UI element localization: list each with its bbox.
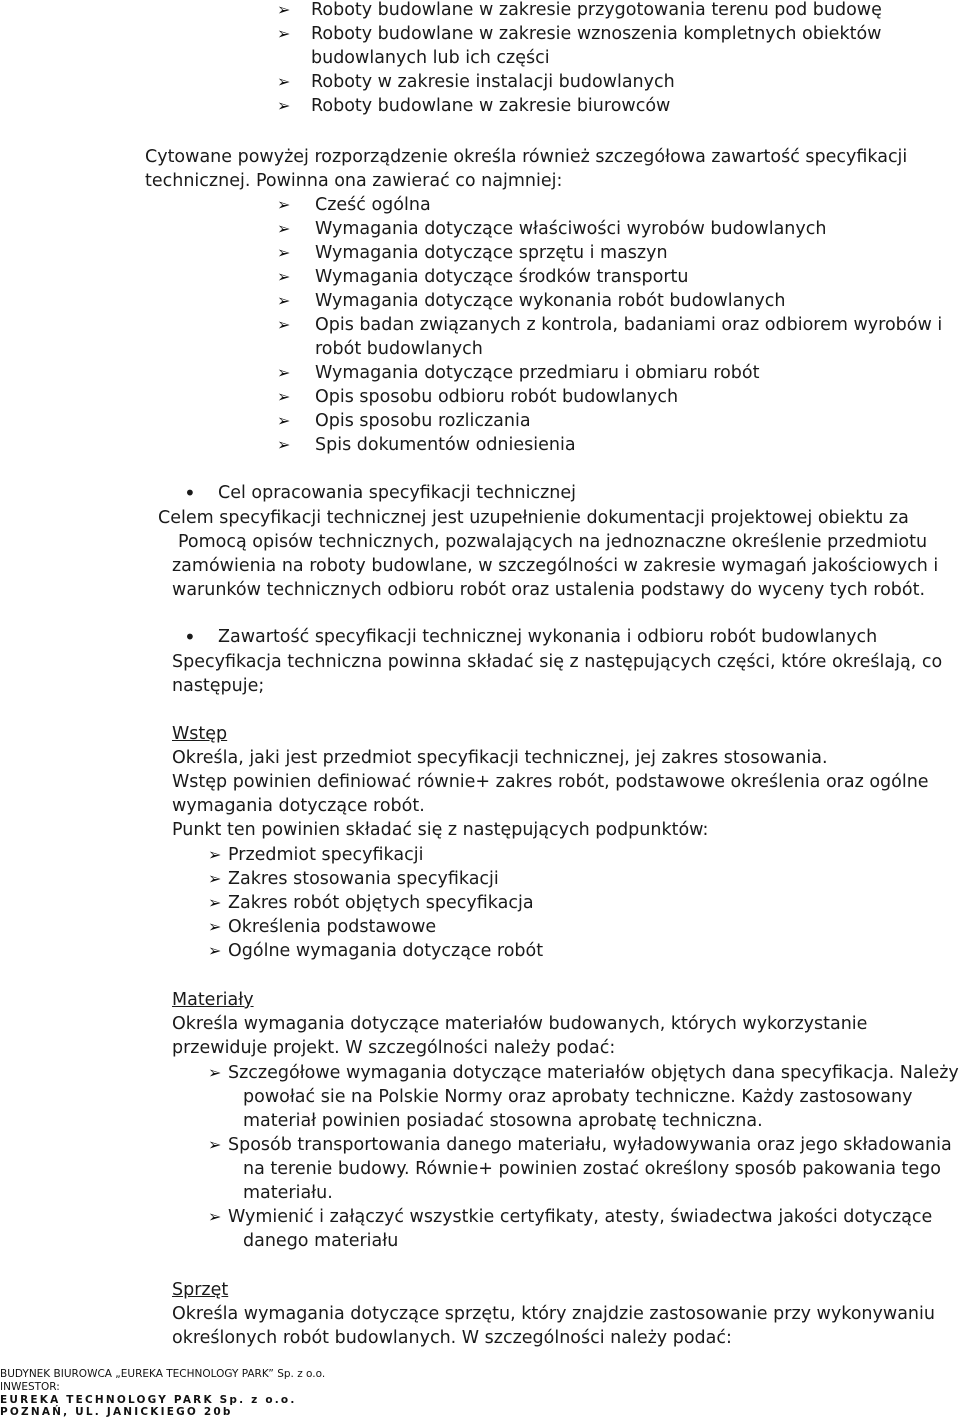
list-item-continuation: na terenie budowy. Równie+ powinien zostać określony sposób pakowania tego [243, 1159, 941, 1179]
list-item: Cześć ogólna [315, 195, 431, 215]
list-item: Przedmiot specyfikacji [228, 845, 424, 865]
paragraph-line: przewiduje projekt. W szczególności należy podać: [172, 1038, 616, 1058]
arrow-bullet-icon: ➢ [208, 917, 222, 936]
paragraph-line: Wstęp powinien definiować równie+ zakres robót, podstawowe określenia oraz ogólne [172, 772, 929, 792]
paragraph-line: Określa wymagania dotyczące materiałów budowanych, których wykorzystanie [172, 1014, 868, 1034]
arrow-bullet-icon: ➢ [208, 1063, 222, 1082]
list-item: Sposób transportowania danego materiału, wyładowywania oraz jego składowania [228, 1135, 952, 1155]
arrow-bullet-icon: ➢ [208, 845, 222, 864]
subsection-heading-materialy: Materiały [172, 990, 254, 1010]
arrow-bullet-icon: ➢ [208, 869, 222, 888]
section-heading: Cel opracowania specyfikacji technicznej [218, 483, 577, 503]
paragraph-line: Celem specyfikacji technicznej jest uzupełnienie dokumentacji projektowej obiektu za [158, 508, 909, 528]
arrow-bullet-icon: ➢ [277, 96, 291, 115]
paragraph-line: następuje; [172, 676, 265, 696]
subsection-heading-sprzet: Sprzęt [172, 1280, 229, 1300]
arrow-bullet-icon: ➢ [277, 219, 291, 238]
list-item-continuation: danego materiału [243, 1231, 399, 1251]
arrow-bullet-icon: ➢ [277, 24, 291, 43]
round-bullet-icon: • [184, 625, 196, 649]
list-item: Opis badan związanych z kontrola, badaniami oraz odbiorem wyrobów i [315, 315, 943, 335]
paragraph-line: Określa wymagania dotyczące sprzętu, który znajdzie zastosowanie przy wykonywaniu [172, 1304, 935, 1324]
list-item: Roboty w zakresie instalacji budowlanych [311, 72, 675, 92]
paragraph-line: określonych robót budowlanych. W szczególności należy podać: [172, 1328, 732, 1348]
paragraph-line: Specyfikacja techniczna powinna składać się z następujących części, które określają, co [172, 652, 943, 672]
intro-line: technicznej. Powinna ona zawierać co najmniej: [145, 171, 563, 191]
arrow-bullet-icon: ➢ [208, 893, 222, 912]
arrow-bullet-icon: ➢ [277, 387, 291, 406]
round-bullet-icon: • [184, 481, 196, 505]
arrow-bullet-icon: ➢ [277, 411, 291, 430]
footer-building: BUDYNEK BIUROWCA „EUREKA TECHNOLOGY PARK” Sp. z o.o. [0, 1368, 326, 1380]
list-item: Ogólne wymagania dotyczące robót [228, 941, 544, 961]
list-item-continuation: powołać sie na Polskie Normy oraz aprobaty techniczne. Każdy zastosowany [243, 1087, 913, 1107]
list-item-continuation: materiału. [243, 1183, 333, 1203]
list-item: Zakres stosowania specyfikacji [228, 869, 499, 889]
list-item: Roboty budowlane w zakresie biurowców [311, 96, 671, 116]
list-item: Opis sposobu rozliczania [315, 411, 531, 431]
list-item: Roboty budowlane w zakresie wznoszenia kompletnych obiektów [311, 24, 882, 44]
list-item: Wymienić i załączyć wszystkie certyfikaty, atesty, świadectwa jakości dotyczące [228, 1207, 933, 1227]
arrow-bullet-icon: ➢ [277, 315, 291, 334]
subsection-heading-wstep: Wstęp [172, 724, 228, 744]
list-item: Spis dokumentów odniesienia [315, 435, 576, 455]
paragraph-line: Określa, jaki jest przedmiot specyfikacji technicznej, jej zakres stosowania. [172, 748, 828, 768]
arrow-bullet-icon: ➢ [208, 941, 222, 960]
footer-address: POZNAŃ, UL. JANICKIEGO 20b [0, 1406, 233, 1418]
list-item-continuation: robót budowlanych [315, 339, 483, 359]
list-item: Zakres robót objętych specyfikacja [228, 893, 534, 913]
list-item: Wymagania dotyczące sprzętu i maszyn [315, 243, 668, 263]
paragraph-line: wymagania dotyczące robót. [172, 796, 425, 816]
arrow-bullet-icon: ➢ [277, 243, 291, 262]
paragraph-line: warunków technicznych odbioru robót oraz ustalenia podstawy do wyceny tych robót. [172, 580, 926, 600]
arrow-bullet-icon: ➢ [208, 1135, 222, 1154]
list-item: Wymagania dotyczące przedmiaru i obmiaru robót [315, 363, 760, 383]
list-item-continuation: materiał powinien posiadać stosowna aprobatę techniczna. [243, 1111, 763, 1131]
list-item: Szczegółowe wymagania dotyczące materiałów objętych dana specyfikacja. Należy [228, 1063, 959, 1083]
intro-line: Cytowane powyżej rozporządzenie określa również szczegółowa zawartość specyfikacji [145, 147, 908, 167]
list-item: Opis sposobu odbioru robót budowlanych [315, 387, 679, 407]
list-item-continuation: budowlanych lub ich części [311, 48, 550, 68]
list-item: Wymagania dotyczące wykonania robót budowlanych [315, 291, 786, 311]
arrow-bullet-icon: ➢ [277, 195, 291, 214]
arrow-bullet-icon: ➢ [277, 363, 291, 382]
section-heading: Zawartość specyfikacji technicznej wykonania i odbioru robót budowlanych [218, 627, 878, 647]
arrow-bullet-icon: ➢ [277, 435, 291, 454]
arrow-bullet-icon: ➢ [208, 1207, 222, 1226]
list-item: Wymagania dotyczące środków transportu [315, 267, 689, 287]
list-item: Określenia podstawowe [228, 917, 437, 937]
footer-investor-name: EUREKA TECHNOLOGY PARK Sp. z o.o. [0, 1394, 297, 1406]
paragraph-line: zamówienia na roboty budowlane, w szczególności w zakresie wymagań jakościowych i [172, 556, 939, 576]
arrow-bullet-icon: ➢ [277, 291, 291, 310]
list-item: Roboty budowlane w zakresie przygotowania terenu pod budowę [311, 0, 882, 20]
arrow-bullet-icon: ➢ [277, 72, 291, 91]
arrow-bullet-icon: ➢ [277, 0, 291, 19]
arrow-bullet-icon: ➢ [277, 267, 291, 286]
paragraph-line: Pomocą opisów technicznych, pozwalających na jednoznaczne określenie przedmiotu [178, 532, 928, 552]
footer-investor-label: INWESTOR: [0, 1381, 60, 1393]
paragraph-line: Punkt ten powinien składać się z następujących podpunktów: [172, 820, 709, 840]
list-item: Wymagania dotyczące właściwości wyrobów budowlanych [315, 219, 827, 239]
